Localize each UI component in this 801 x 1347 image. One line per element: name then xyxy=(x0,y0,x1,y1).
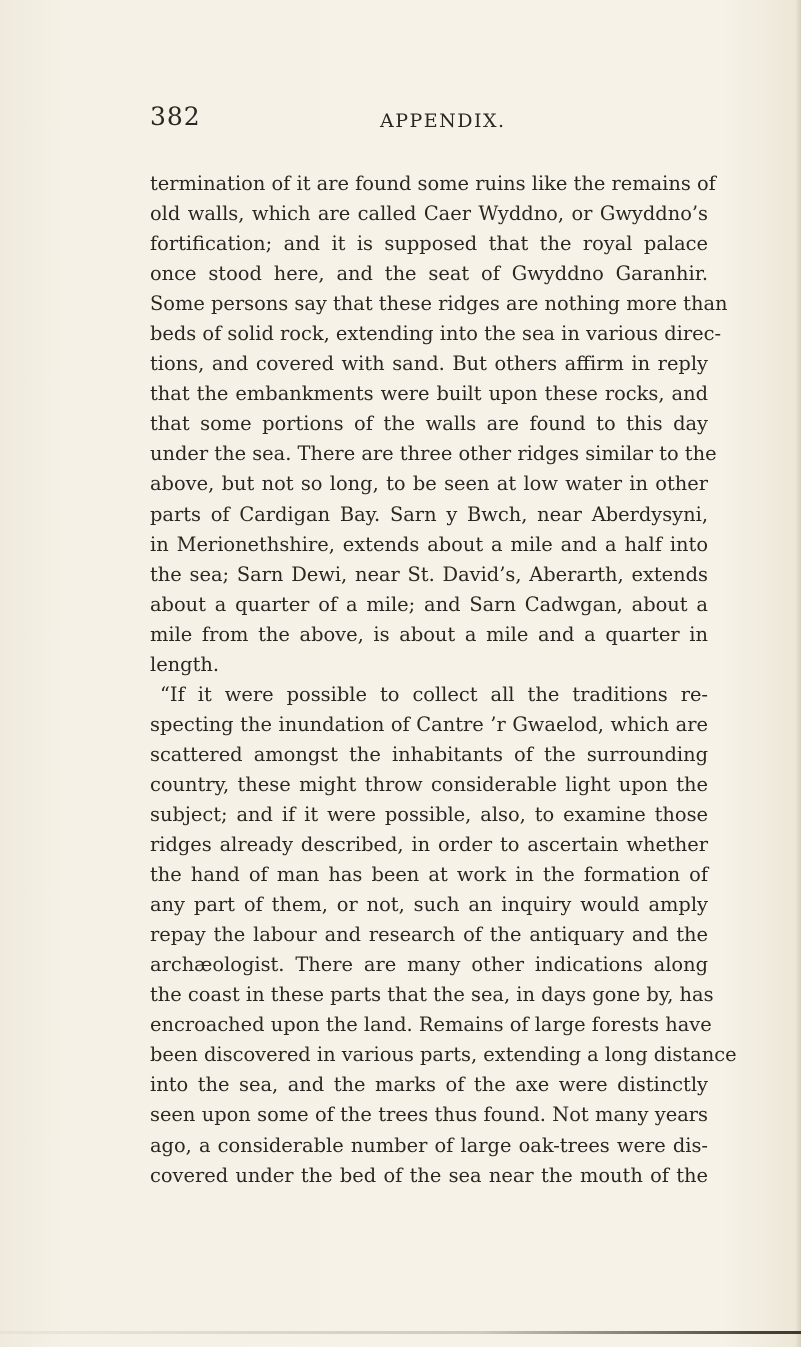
text-line: once stood here, and the seat of Gwyddno Garanhir. xyxy=(150,262,708,286)
text-line: mile from the above, is about a mile and a quarter in xyxy=(150,622,708,646)
text-line: length. xyxy=(150,652,220,676)
text-line: the hand of man has been at work in the formation of xyxy=(150,863,708,887)
text-line: under the sea. There are three other ridges similar to the xyxy=(150,442,717,466)
text-line: Some persons say that these ridges are nothing more than xyxy=(150,292,728,316)
text-line: subject; and if it were possible, also, to examine those xyxy=(150,802,708,826)
text-line: specting the inundation of Cantre ’r Gwaelod, which are xyxy=(150,712,708,736)
text-line: any part of them, or not, such an inquiry would amply xyxy=(150,893,708,917)
running-head: APPENDIX. xyxy=(380,110,506,132)
text-line: archæologist. There are many other indications along xyxy=(150,953,708,977)
text-line: repay the labour and research of the antiquary and the xyxy=(150,923,708,947)
text-line: “If it were possible to collect all the traditions re- xyxy=(160,682,708,706)
text-line: the sea; Sarn Dewi, near St. David’s, Aberarth, extends xyxy=(150,562,708,586)
text-line: about a quarter of a mile; and Sarn Cadwgan, about a xyxy=(150,592,708,616)
text-line: old walls, which are called Caer Wyddno, or Gwyddno’s xyxy=(150,202,708,226)
body-text xyxy=(150,169,737,1191)
text-line: covered under the bed of the sea near the mouth of the xyxy=(150,1163,708,1187)
text-line: ridges already described, in order to ascertain whether xyxy=(150,833,708,857)
text-line: seen upon some of the trees thus found. Not many years xyxy=(150,1103,708,1127)
page-edge-shadow xyxy=(795,0,801,1347)
text-line: into the sea, and the marks of the axe were distinctly xyxy=(150,1073,708,1097)
text-line: scattered amongst the inhabitants of the surrounding xyxy=(150,742,708,766)
text-line: beds of solid rock, extending into the sea in various direc- xyxy=(150,322,722,346)
text-line: parts of Cardigan Bay. Sarn y Bwch, near Aberdysyni, xyxy=(150,502,708,526)
text-line: been discovered in various parts, extending a long distance xyxy=(150,1043,737,1067)
text-line: that some portions of the walls are found to this day xyxy=(150,412,708,436)
text-line: the coast in these parts that the sea, in days gone by, has xyxy=(150,983,714,1007)
text-line: termination of it are found some ruins like the remains of xyxy=(150,172,716,195)
text-line: in Merionethshire, extends about a mile and a half into xyxy=(150,532,708,556)
text-line: above, but not so long, to be seen at low water in other xyxy=(150,472,708,496)
text-line: fortification; and it is supposed that the royal palace xyxy=(150,232,708,256)
text-line: ago, a considerable number of large oak-trees were dis- xyxy=(150,1133,708,1157)
text-line: tions, and covered with sand. But others affirm in reply xyxy=(150,352,708,376)
text-line: encroached upon the land. Remains of large forests have xyxy=(150,1013,712,1037)
text-line: country, these might throw considerable light upon the xyxy=(150,772,708,796)
page-header xyxy=(150,102,710,142)
page-number: 382 xyxy=(150,102,201,131)
page-bottom-edge xyxy=(0,1331,801,1334)
text-line: that the embankments were built upon these rocks, and xyxy=(150,382,708,406)
